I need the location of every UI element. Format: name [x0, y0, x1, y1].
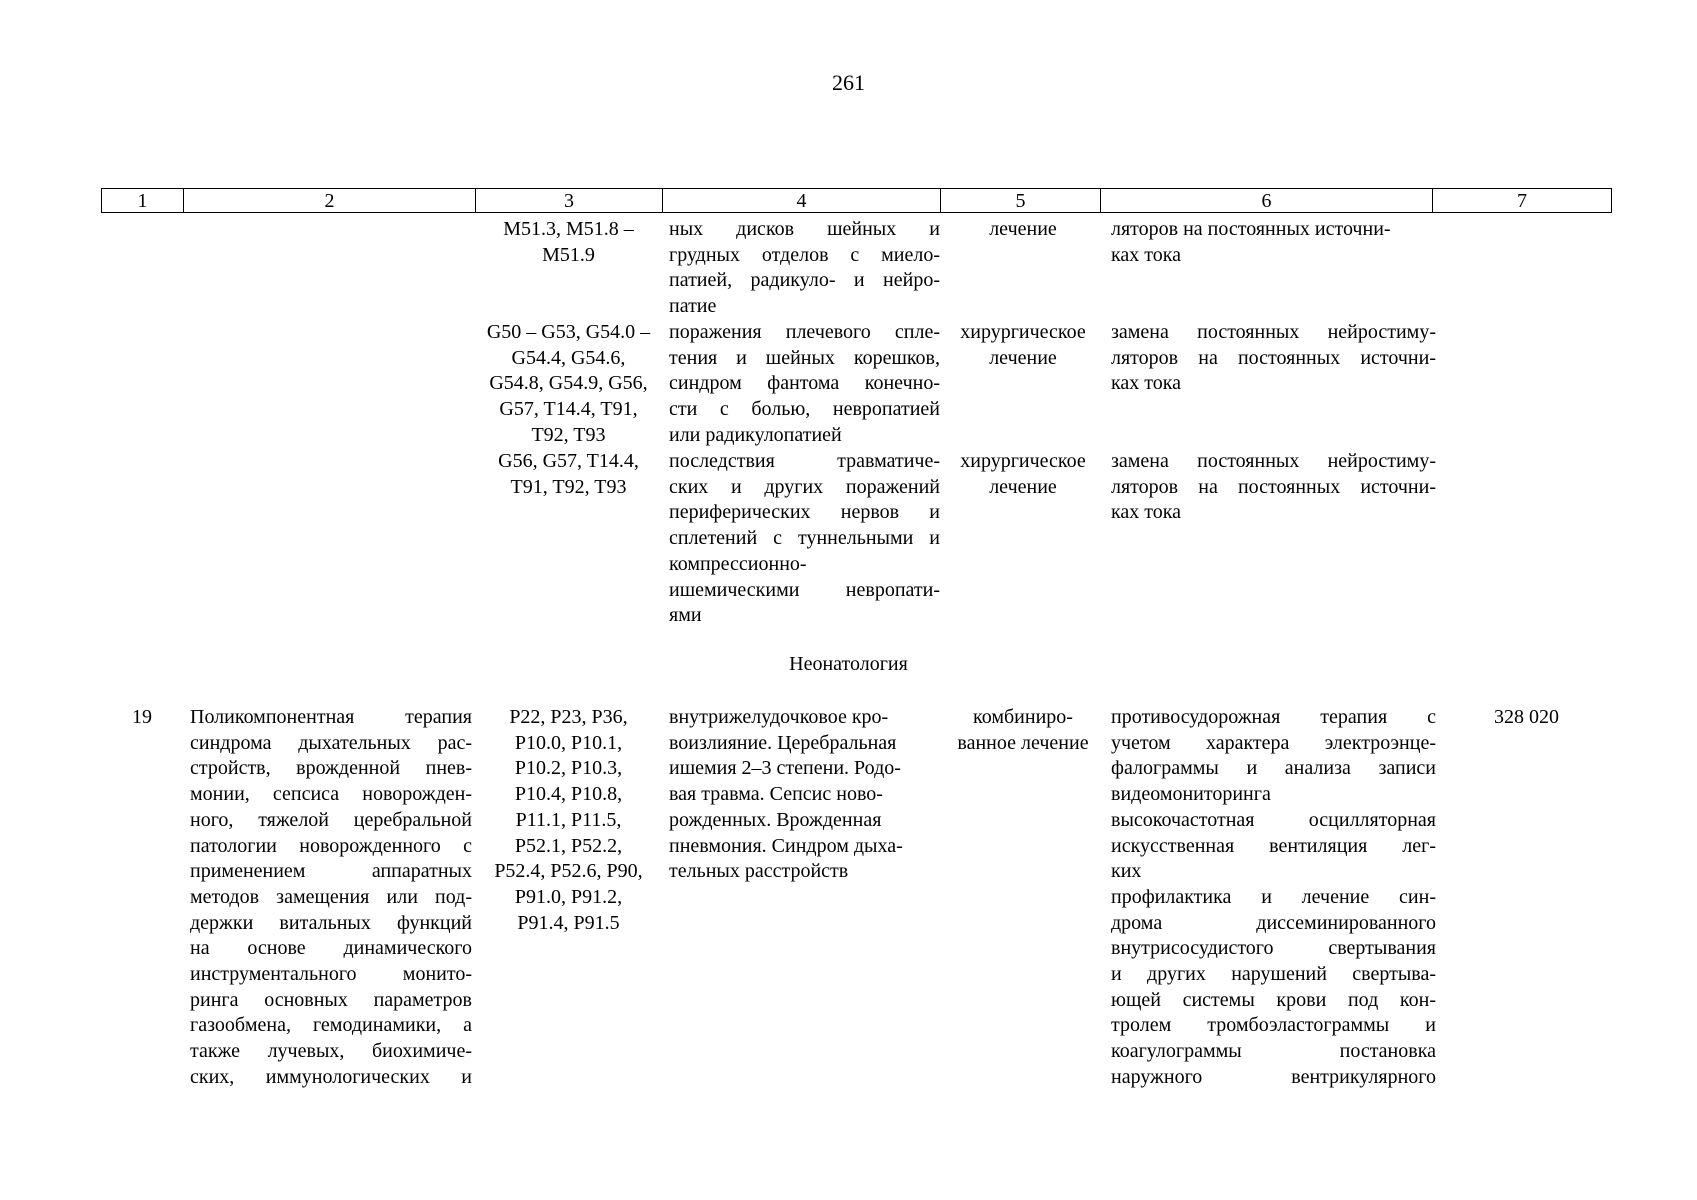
row-19-number: 19 [132, 706, 152, 728]
row-b-codes: G50 – G53, G54.0 – G54.4, G54.6, G54.8, G54.9, G56, G57, T14.4, T91, T92, T93 [486, 321, 651, 446]
section-title: Неонатология [789, 653, 908, 675]
column-header-5: 5 [941, 189, 1101, 213]
column-header-table [101, 188, 1612, 213]
page-number: 261 [832, 70, 865, 95]
row-a-codes: M51.3, M51.8 – M51.9 [503, 218, 634, 266]
row-19-codes: P22, P23, P36, P10.0, P10.1, P10.2, P10.3, P10.4, P10.8, P11.1, P11.5, P52.1, P52.2, P52.4, P52.6, P90, P91.0, P91.2, P91.4, P91.5 [494, 706, 643, 934]
column-header-row [102, 189, 1612, 213]
row-b-method: замена постоянных нейростиму- ляторов на постоянных источни- ках тока [1111, 321, 1436, 395]
row-b-treatment-type: хирургическое лечение [960, 321, 1086, 369]
row-c-disease: последствия травматиче- ских и других поражений периферических нервов и сплетений с туннельными и компрессионно- ишемическими невропати- ями [669, 450, 940, 627]
column-header-3: 3 [476, 189, 663, 213]
column-header-1: 1 [102, 189, 184, 213]
row-19-disease: внутрижелудочковое кро- воизлияние. Церебральная ишемия 2–3 степени. Родо- вая травма. Сепсис ново- рожденных. Врожденная пневмония. Синдром дыха- тельных расстройств [669, 706, 903, 883]
row-a-disease: ных дисков шейных и грудных отделов с миело- патией, радикуло- и нейро- патие [669, 218, 940, 318]
column-header-6: 6 [1101, 189, 1433, 213]
row-a-treatment-type: лечение [989, 218, 1057, 240]
row-a-method: ляторов на постоянных источни- ках тока [1111, 218, 1391, 266]
row-c-codes: G56, G57, T14.4, T91, T92, T93 [498, 450, 639, 498]
row-c-method: замена постоянных нейростиму- ляторов на постоянных источни- ках тока [1111, 450, 1436, 524]
column-header-7: 7 [1433, 189, 1612, 213]
column-header-4: 4 [663, 189, 941, 213]
row-c-treatment-type: хирургическое лечение [960, 450, 1086, 498]
row-b-disease: поражения плечевого спле- тения и шейных корешков, синдром фантома конечно- сти с болью, невропатией или радикулопатией [669, 321, 940, 446]
row-19-cost: 328 020 [1494, 706, 1559, 728]
column-header-2: 2 [184, 189, 476, 213]
row-19-method: противосудорожная терапия с учетом характера электроэнце- фалограммы и анализа записи видеомониторинга высокочастотная осцилляторная искусственная вентиляция лег- ких профилактика и лечение син- дрома диссеминированного внутрисосудистого свертывания и других нарушений свертыва- ющей системы крови под кон- тролем тромбоэластограммы и коагулограммы постановка наружного вентрикулярного [1111, 706, 1436, 1088]
row-19-name: Поликомпонентная терапия синдрома дыхательных рас- стройств, врожденной пнев- монии, сепсиса новорожден- ного, тяжелой церебральной патологии новорожденного с применением аппаратных методов замещения или под- держки витальных функций на основе динамического инструментального монито- ринга основных параметров газообмена, гемодинамики, а также лучевых, биохимиче- ских, иммунологических и [190, 706, 472, 1088]
row-19-treatment-type: комбиниро- ванное лечение [957, 706, 1089, 754]
